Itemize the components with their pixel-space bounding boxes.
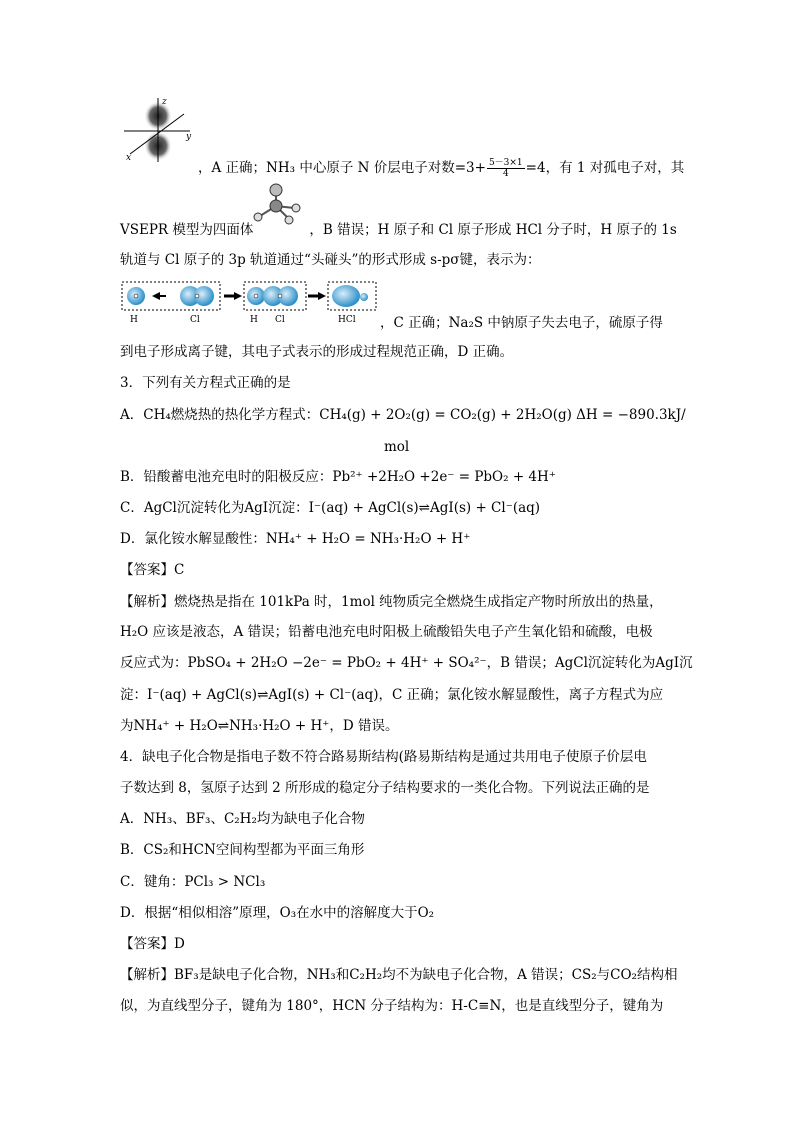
q3-option-a: A．CH₄燃烧热的热化学方程式：CH₄(g) + 2O₂(g) = CO₂(g) + 2H₂O(g) ΔH = −890.3kJ/	[120, 407, 686, 423]
p-orbital-figure	[122, 96, 194, 164]
q3-option-d: D．氯化铵水解显酸性：NH₄⁺ + H₂O = NH₃·H₂O + H⁺	[120, 531, 471, 547]
q4-stem-2: 子数达到 8，氢原子达到 2 所形成的稳定分子结构要求的一类化合物。下列说法正确的是	[120, 780, 650, 796]
axis-z: z	[162, 97, 167, 107]
q3-explanation-4: 淀：I⁻(aq) + AgCl(s)⇌AgI(s) + Cl⁻(aq)，C 正确；氯化铵水解显酸性，离子方程式为应	[120, 687, 664, 703]
q4-option-a: A．NH₃、BF₃、C₂H₂均为缺电子化合物	[120, 811, 365, 827]
para1-line1: ，A 正确；NH₃ 中心原子 N 价层电子对数=3+ $\frac{5-3\times 1}{4}$ =4，有 1 对孤电子对，其	[198, 158, 685, 179]
axis-x: x	[126, 153, 132, 163]
q3-option-a-unit: mol	[384, 439, 410, 455]
q3-explanation-5: 为NH₄⁺ + H₂O⇌NH₃·H₂O + H⁺，D 错误。	[120, 718, 399, 734]
q3-explanation-2: H₂O 应该是液态，A 错误；铅蓄电池充电时阳极上硫酸铅失电子产生氧化铅和硫酸，电极	[120, 624, 653, 640]
svg-text:Cl: Cl	[190, 315, 200, 325]
para1-line3: 轨道与 Cl 原子的 3p 轨道通过“头碰头”的形式形成 s-pσ键，表示为：	[120, 252, 541, 268]
para1-line2: VSEPR 模型为四面体 ，B 错误；H 原子和 Cl 原子形成 HCl 分子时，H 原子的 1s	[120, 222, 677, 238]
svg-text:Cl: Cl	[275, 315, 285, 325]
s-p-sigma-bond-figure	[120, 280, 378, 326]
q3-answer: 【答案】C	[120, 562, 185, 578]
q3-explanation-1: 【解析】燃烧热是指在 101kPa 时，1mol 纯物质完全燃烧生成指定产物时所放出的热量，	[120, 594, 663, 610]
para1-line5: 到电子形成离子键，其电子式表示的形成过程规范正确，D 正确。	[120, 344, 514, 360]
axis-y: y	[186, 132, 192, 142]
q4-explanation-1: 【解析】BF₃是缺电子化合物，NH₃和C₂H₂均不为缺电子化合物，A 错误；CS₂与CO₂结构相	[120, 967, 678, 983]
q3-explanation-3: 反应式为：PbSO₄ + 2H₂O −2e⁻ = PbO₂ + 4H⁺ + SO₄²⁻，B 错误；AgCl沉淀转化为AgI沉	[120, 655, 693, 671]
q4-explanation-2: 似，为直线型分子，键角为 180°，HCN 分子结构为：H-C≡N，也是直线型分子，键角为	[120, 998, 664, 1014]
q3-option-b: B．铅酸蓄电池充电时的阳极反应：Pb²⁺ +2H₂O +2e⁻ = PbO₂ + 4H⁺	[120, 469, 556, 485]
svg-text:H: H	[250, 315, 258, 325]
q4-option-b: B．CS₂和HCN空间构型都为平面三角形	[120, 842, 365, 858]
q4-option-d: D．根据“相似相溶”原理，O₃在水中的溶解度大于O₂	[120, 905, 435, 921]
q3-option-c: C．AgCl沉淀转化为AgI沉淀：I⁻(aq) + AgCl(s)⇌AgI(s) + Cl⁻(aq)	[120, 500, 541, 516]
q4-option-c: C．键角：PCl₃ > NCl₃	[120, 874, 266, 890]
q4-stem-1: 4．缺电子化合物是指电子数不符合路易斯结构(路易斯结构是通过共用电子使原子价层电	[120, 749, 647, 765]
svg-text:H: H	[130, 315, 138, 325]
tetrahedral-model-icon	[250, 182, 304, 228]
q3-stem: 3．下列有关方程式正确的是	[120, 375, 291, 391]
svg-text:HCl: HCl	[338, 315, 356, 325]
q4-answer: 【答案】D	[120, 936, 185, 952]
para1-line4: ，C 正确；Na₂S 中钠原子失去电子，硫原子得	[380, 315, 663, 331]
